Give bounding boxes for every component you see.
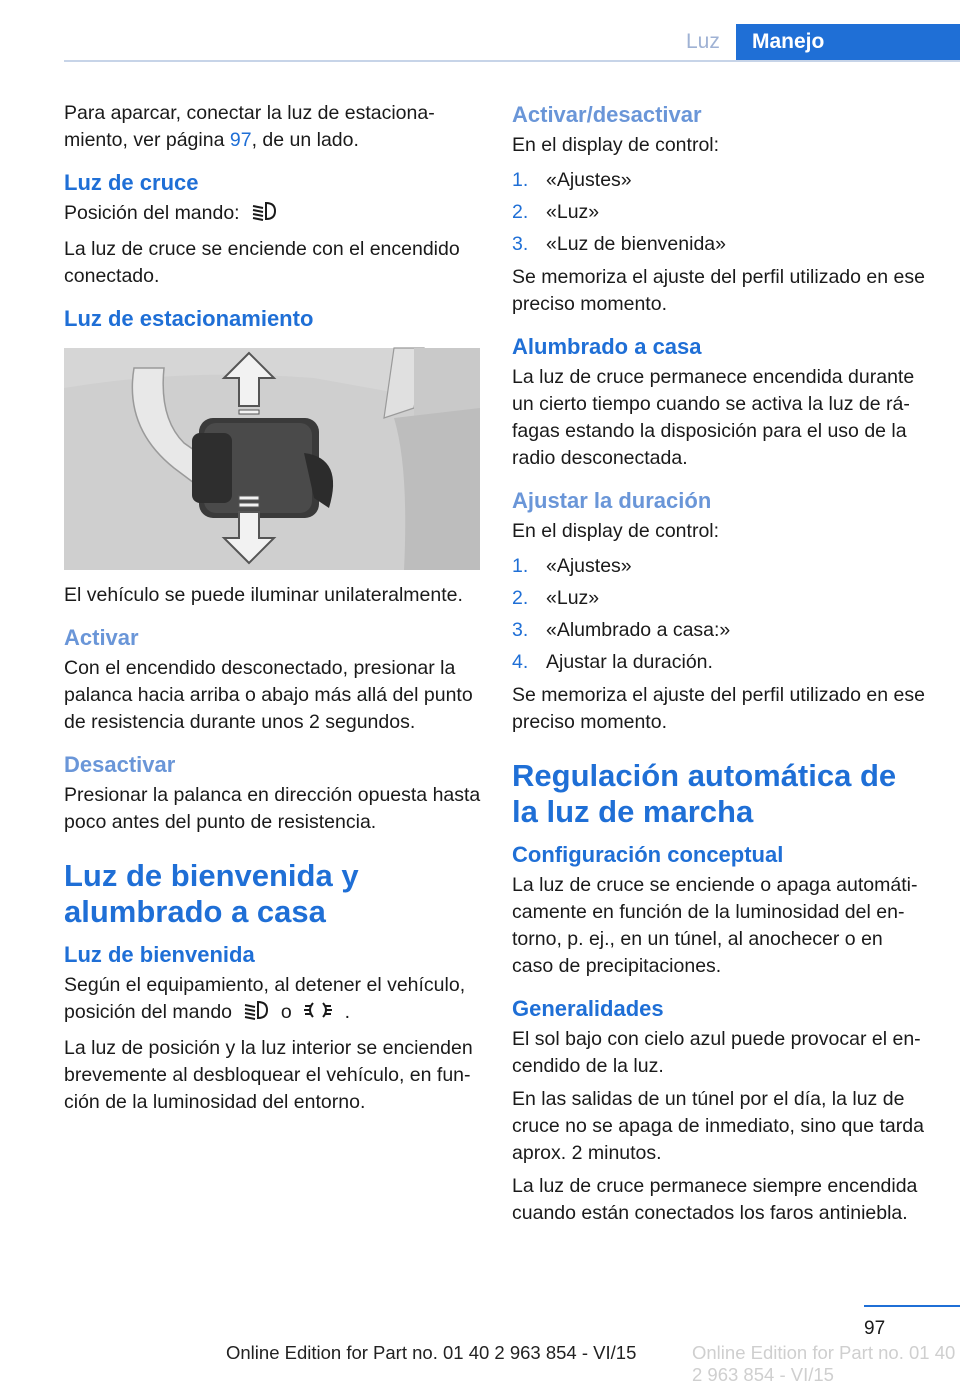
list-item: 1. «Ajustes» bbox=[512, 555, 632, 577]
header-chapter-tab: Manejo bbox=[736, 24, 960, 62]
low-beam-switch-position: Posición del mando: bbox=[64, 200, 482, 230]
welcome-light-heading: Luz de bienvenida bbox=[64, 942, 255, 967]
parking-light-lever-figure bbox=[64, 348, 480, 570]
toggle-heading: Activar/desactivar bbox=[512, 102, 702, 127]
low-beam-heading: Luz de cruce bbox=[64, 170, 199, 195]
general-text-2: En las salidas de un túnel por el día, la luz de cruce no se apaga de inmediato, sino que tarda aprox. 2 minutos. bbox=[512, 1088, 924, 1164]
duration-steps bbox=[512, 553, 928, 676]
general-text-3: La luz de cruce permanece siempre encendida cuando están conectados los faros antiniebla. bbox=[512, 1175, 918, 1224]
low-beam-icon bbox=[251, 200, 277, 230]
low-beam-text: La luz de cruce se enciende con el encendido conectado. bbox=[64, 238, 460, 287]
footer-watermark: Online Edition for Part no. 01 40 2 963 854 - VI/15 bbox=[692, 1342, 956, 1385]
toggle-note: Se memoriza el ajuste del perfil utilizado en ese preciso momento. bbox=[512, 266, 925, 315]
welcome-section-title: Luz de bienvenida y alumbrado a casa bbox=[64, 858, 359, 929]
home-light-heading: Alumbrado a casa bbox=[512, 334, 702, 359]
page-number: 97 bbox=[864, 1318, 886, 1339]
list-item: 4. Ajustar la duración. bbox=[512, 651, 713, 673]
header-section-label: Luz bbox=[686, 30, 720, 53]
activate-text: Con el encendido desconectado, presionar la palanca hacia arriba o abajo más allá del punto de resistencia durante unos 2 segundos. bbox=[64, 657, 473, 733]
right-column bbox=[512, 100, 928, 1233]
header-divider bbox=[64, 60, 960, 62]
parking-light-icon bbox=[303, 999, 333, 1029]
home-light-text: La luz de cruce permanece encendida durante un cierto tiempo cuando se activa la luz de ráfagas estando la disposición para el uso de la radio desconectada. bbox=[512, 366, 915, 469]
parking-light-heading: Luz de estacionamiento bbox=[64, 306, 314, 331]
low-beam-icon bbox=[243, 999, 269, 1029]
intro-paragraph: Para aparcar, conectar la luz de estacionamiento, ver página 97, de un lado. bbox=[64, 102, 435, 151]
welcome-light-text: Según el equipamiento, al detener el vehículo, posición del mando o . bbox=[64, 972, 482, 1029]
concept-heading: Configuración conceptual bbox=[512, 842, 784, 867]
page-reference-link[interactable]: 97 bbox=[229, 129, 252, 151]
auto-control-title: Regulación automática de la luz de marcha bbox=[512, 758, 897, 829]
list-item: 3. «Alumbrado a casa:» bbox=[512, 619, 731, 641]
deactivate-heading: Desactivar bbox=[64, 752, 176, 777]
list-item: 2. «Luz» bbox=[512, 201, 600, 223]
footer-edition: Online Edition for Part no. 01 40 2 963 854 - VI/15 bbox=[226, 1342, 637, 1363]
duration-note: Se memoriza el ajuste del perfil utilizado en ese preciso momento. bbox=[512, 684, 925, 733]
list-item: 3. «Luz de bienvenida» bbox=[512, 233, 726, 255]
welcome-light-text-2: La luz de posición y la luz interior se encienden brevemente al desbloquear el vehículo, en función de la luminosidad del entorno. bbox=[64, 1037, 473, 1113]
parking-light-caption: El vehículo se puede iluminar unilateralmente. bbox=[64, 584, 463, 606]
toggle-steps bbox=[512, 167, 928, 258]
concept-text: La luz de cruce se enciende o apaga automáticamente en función de la luminosidad del entorno, p. ej., en un túnel, al anochecer o en caso de precipitaciones. bbox=[512, 874, 918, 977]
duration-heading: Ajustar la duración bbox=[512, 488, 712, 513]
list-item: 2. «Luz» bbox=[512, 587, 600, 609]
deactivate-text: Presionar la palanca en dirección opuesta hasta poco antes del punto de resistencia. bbox=[64, 784, 481, 833]
duration-intro: En el display de control: bbox=[512, 520, 720, 542]
left-column bbox=[64, 100, 482, 1122]
list-item: 1. «Ajustes» bbox=[512, 169, 632, 191]
footer-divider bbox=[864, 1305, 960, 1307]
general-text-1: El sol bajo con cielo azul puede provocar el encendido de la luz. bbox=[512, 1028, 921, 1077]
general-heading: Generalidades bbox=[512, 996, 664, 1021]
toggle-intro: En el display de control: bbox=[512, 134, 720, 156]
activate-heading: Activar bbox=[64, 625, 139, 650]
